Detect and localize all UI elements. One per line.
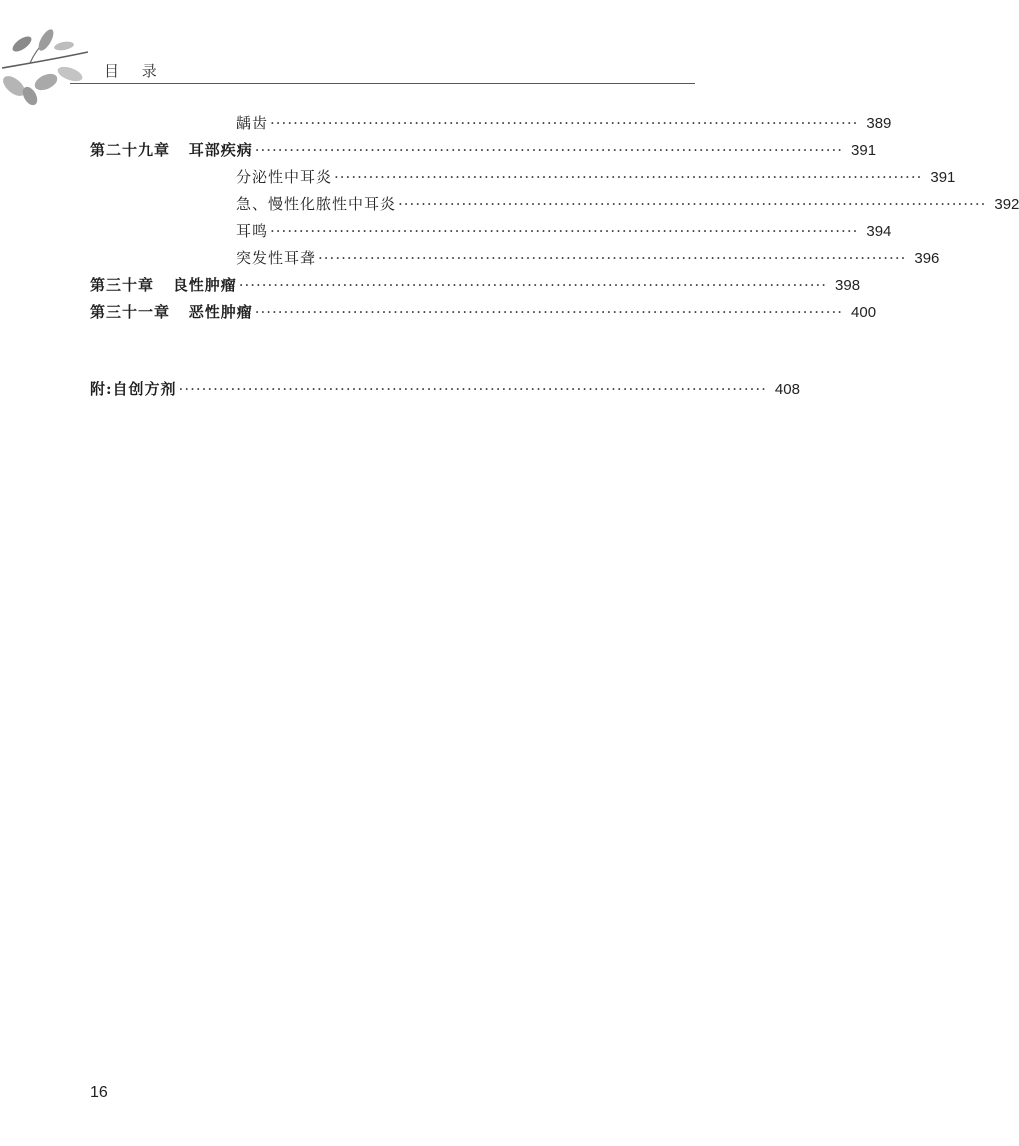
- toc-entry[interactable]: [90, 247, 940, 274]
- dot-leader: ······································································································: [318, 249, 907, 267]
- toc-entry-page: 391: [851, 142, 877, 159]
- toc-entry-page: 400: [851, 304, 877, 321]
- toc-entry-title: 急、慢性化脓性中耳炎: [236, 195, 397, 213]
- toc-entry[interactable]: [90, 166, 956, 193]
- toc-entry-title: 耳鸣: [236, 222, 269, 240]
- toc-entry-title: 龋齿: [236, 114, 269, 132]
- toc-entry-page: 408: [774, 381, 800, 398]
- toc-entry[interactable]: [90, 220, 892, 247]
- toc-chapter-title: [90, 274, 237, 295]
- toc-entry-page: 394: [866, 223, 892, 240]
- chapter-name: 耳部疾病: [188, 141, 253, 159]
- toc-entry-title: 突发性耳聋: [236, 249, 317, 267]
- toc-entry-page: 396: [914, 250, 940, 267]
- table-of-contents: [90, 112, 1019, 405]
- chapter-number: 第三十章: [90, 276, 155, 294]
- toc-chapter[interactable]: [90, 301, 877, 328]
- section-title: 目 录: [104, 62, 166, 80]
- toc-chapter-title: [90, 301, 253, 322]
- page-number: 16: [90, 1084, 108, 1101]
- dot-leader: ······································································································: [334, 168, 923, 186]
- toc-entry-page: 398: [835, 277, 861, 294]
- chapter-name: 良性肿瘤: [172, 276, 237, 294]
- toc-entry-page: 392: [994, 196, 1019, 213]
- toc-entry-page: 389: [866, 115, 892, 132]
- toc-chapter-title: [90, 139, 253, 160]
- toc-entry[interactable]: [90, 112, 892, 139]
- chapter-number: 第二十九章: [90, 141, 171, 159]
- leaf-branch-icon: [0, 30, 95, 105]
- toc-chapter[interactable]: [90, 139, 877, 166]
- chapter-number: 第三十一章: [90, 303, 171, 321]
- dot-leader: ······································································································: [178, 380, 767, 398]
- dot-leader: ······································································································: [254, 303, 844, 321]
- toc-entry-title: 分泌性中耳炎: [236, 168, 333, 186]
- dot-leader: ······································································································: [238, 276, 828, 294]
- toc-entry[interactable]: [90, 193, 1019, 220]
- dot-leader: ······································································································: [254, 141, 844, 159]
- toc-chapter[interactable]: [90, 274, 861, 301]
- toc-appendix[interactable]: [90, 378, 800, 405]
- dot-leader: ······································································································: [398, 195, 987, 213]
- header-divider: [70, 83, 695, 84]
- chapter-name: 恶性肿瘤: [188, 303, 253, 321]
- dot-leader: ······································································································: [270, 222, 859, 240]
- toc-appendix-title: 附:自创方剂: [90, 380, 177, 398]
- toc-entry-page: 391: [930, 169, 956, 186]
- dot-leader: ······································································································: [270, 114, 859, 132]
